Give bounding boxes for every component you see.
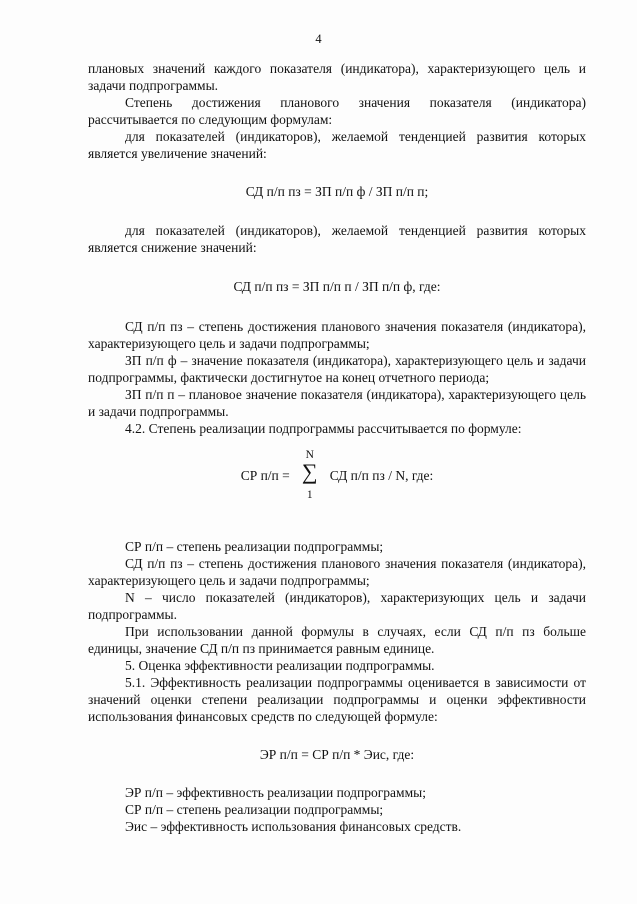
definition-zp-f: ЗП п/п ф – значение показателя (индикатора), характеризующего цель и задачи подпрограммы, фактически достигнутое на конец отчетного периода; [88,353,586,385]
sigma-symbol [298,447,322,503]
sum-formula [88,447,586,503]
sigma-lower-limit: 1 [306,489,313,501]
sum-formula-left: СР п/п = [240,467,290,483]
sigma-icon: ∑ [301,459,318,484]
sigma-upper-limit: N [305,449,314,461]
formula-increase: СД п/п пз = ЗП п/п ф / ЗП п/п п; [245,184,429,199]
document-body [88,60,586,835]
section-4-2: 4.2. Степень реализации подпрограммы рассчитывается по формуле: [125,421,522,436]
definition-er: ЭР п/п – эффективность реализации подпрограммы; [125,785,426,800]
page-number: 4 [315,32,322,46]
paragraph: плановых значений каждого показателя (индикатора), характеризующего цель и задачи подпрограммы. [88,61,586,93]
section-5: 5. Оценка эффективности реализации подпрограммы. [125,658,435,673]
definition-sd: СД п/п пз – степень достижения планового значения показателя (индикатора), характеризующего цель и задачи подпрограммы; [88,556,586,588]
definition-zp-p: ЗП п/п п – плановое значение показателя (индикатора), характеризующего цель и задачи подпрограммы. [88,387,586,419]
definition-sr: СР п/п – степень реализации подпрограммы; [125,539,384,554]
formula-efficiency: ЭР п/п = СР п/п * Эис, где: [259,747,415,762]
definition-eis: Эис – эффективность использования финансовых средств. [125,819,462,834]
paragraph: для показателей (индикаторов), желаемой тенденцией развития которых является увеличение значений: [88,129,586,161]
definition-sd: СД п/п пз – степень достижения планового значения показателя (индикатора), характеризующего цель и задачи подпрограммы; [88,319,586,351]
paragraph: Степень достижения планового значения показателя (индикатора) рассчитывается по следующим формулам: [88,95,586,127]
section-5-1: 5.1. Эффективность реализации подпрограммы оценивается в зависимости от значений оценки степени реализации подпрограммы и оценки эффективности использования финансовых средств по следующей формуле: [88,675,586,724]
definition-n: N – число показателей (индикаторов), характеризующих цель и задачи подпрограммы. [88,590,586,622]
sum-formula-right: СД п/п пз / N, где: [329,467,434,483]
formula-decrease: СД п/п пз = ЗП п/п п / ЗП п/п ф, где: [233,279,441,294]
definition-sr: СР п/п – степень реализации подпрограммы; [125,802,384,817]
paragraph: для показателей (индикаторов), желаемой тенденцией развития которых является снижение значений: [88,223,586,255]
paragraph: При использовании данной формулы в случаях, если СД п/п пз больше единицы, значение СД п/п пз принимается равным единице. [88,624,586,656]
